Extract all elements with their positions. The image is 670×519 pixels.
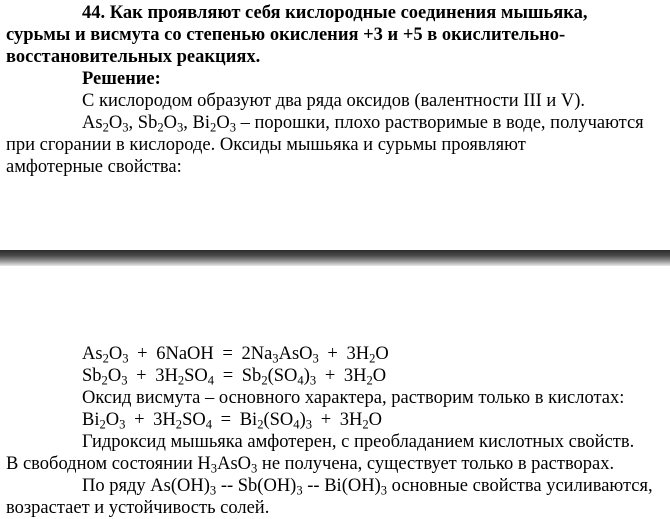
- para1-line-2: $As_2O_3$, $Sb_2O_3$, $Bi_2O_3$ – порошки, плохо растворимые в воде, получаются: [82, 113, 644, 135]
- para2-line-1: Гидроксид мышьяка амфотерен, с преобладанием кислотных свойств.: [82, 432, 635, 452]
- equation-2: $Sb_2O_3 + 3H_2SO_4 = Sb_2(SO_4)_3 + 3H_2O$: [82, 366, 387, 388]
- para2-line-3: По ряду $As(OH)_3 -- Sb(OH)_3 -- Bi(OH)_3$ основные свойства усиливаются,: [82, 476, 653, 498]
- bismuth-oxide-line: Оксид висмута – основного характера, растворим только в кислотах:: [82, 388, 625, 408]
- oxide-as2o3: $As_2O_3$: [82, 113, 129, 135]
- para1-line-1: С кислородом образуют два ряда оксидов (валентности III и V).: [82, 91, 586, 111]
- oxide-sb2o3: $Sb_2O_3$: [137, 113, 184, 135]
- equation-3: $Bi_2O_3 + 3H_2SO_4 = Bi_2(SO_4)_3 + 3H_2O$: [82, 410, 383, 432]
- para1-line-4: амфотерные свойства:: [6, 157, 182, 177]
- para2-line-2: В свободном состоянии $H_3AsO_3$ не получена, существует только в растворах.: [6, 454, 615, 476]
- question-line-2: сурьмы и висмута со степенью окисления +3 и +5 в окислительно-: [6, 25, 566, 45]
- equation-1: $As_2O_3$ + 6NaOH = $2Na_3AsO_3 + 3H_2O$: [82, 344, 389, 366]
- question-line-1: 44. Как проявляют себя кислородные соединения мышьяка,: [82, 3, 588, 23]
- para2-line-4: возрастает и устойчивость солей.: [6, 498, 270, 518]
- para1-line-3: при сгорании в кислороде. Оксиды мышьяка и сурьмы проявляют: [6, 135, 526, 155]
- solution-heading: Решение:: [82, 69, 161, 89]
- oxide-bi2o3: $Bi_2O_3$: [192, 113, 236, 135]
- question-line-3: восстановительных реакциях.: [6, 47, 261, 67]
- page-divider: [0, 250, 670, 266]
